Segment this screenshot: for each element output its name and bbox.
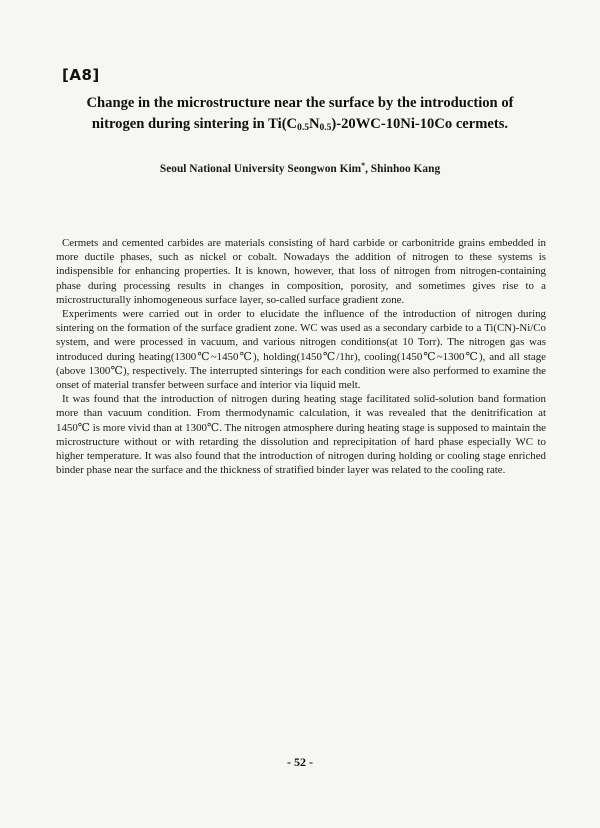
title-sub-n: 0.5 bbox=[319, 123, 332, 133]
author-line bbox=[40, 163, 560, 175]
title-line-2 bbox=[40, 114, 560, 135]
title-line-1: Change in the microstructure near the surface by the introduction of bbox=[86, 95, 514, 111]
title-line-2-post: )-20WC-10Ni-10Co cermets. bbox=[331, 116, 509, 132]
abstract-paragraph-3: It was found that the introduction of nitrogen during heating stage facilitated solid-solution band formation more than vacuum condition. From thermodynamic calculation, it was revealed that the denitrification at 1450℃ is more vivid than at 1300℃. The nitrogen atmosphere during heating stage is supposed to maintain the microstructure without or with retarding the dissolution and reprecipitation of hard phase especially WC to higher temperature. It was also found that the introduction of nitrogen during holding or cooling stage enriched binder phase near the surface and the thickness of stratified binder layer was related to the cooling rate. bbox=[56, 393, 546, 477]
author-affiliation-first: Seoul National University Seongwon Kim bbox=[159, 163, 362, 175]
section-tag: [A8] bbox=[62, 66, 100, 84]
paper-title bbox=[40, 93, 560, 135]
title-line-2-pre: nitrogen during sintering in Ti(C bbox=[91, 116, 298, 132]
abstract-body bbox=[56, 236, 546, 477]
abstract-paragraph-2: Experiments were carried out in order to elucidate the influence of the introduction of nitrogen during sintering on the formation of the surface gradient zone. WC was used as a secondary carbide to a Ti(CN)-Ni/Co system, and were processed in vacuum, and various nitrogen conditions(at 10 Torr). The nitrogen gas was introduced during heating(1300℃~1450℃), holding(1450℃/1hr), cooling(1450℃~1300℃), and all stage (above 1300℃), respectively. The interrupted sinterings for each condition were also performed to examine the onset of material transfer between surface and interior via liquid melt. bbox=[56, 308, 546, 392]
page-number: - 52 - bbox=[287, 755, 313, 769]
title-sub-c: 0.5 bbox=[297, 123, 309, 133]
abstract-paragraph-1: Cermets and cemented carbides are materials consisting of hard carbide or carbonitride grains embedded in more ductile phases, such as nickel or cobalt. Nowadays the addition of nitrogen to these systems is indispensible for enhancing properties. It is known, however, that loss of nitrogen from nitrogen-containing phase during processing results in changes in composition, porosity, and sometimes gives rise to a microstructurally inhomogeneous surface layer, so-called surface gradient zone. bbox=[56, 237, 546, 306]
author-rest: , Shinhoo Kang bbox=[365, 163, 441, 175]
title-n: N bbox=[308, 116, 320, 132]
corresponding-mark: * bbox=[361, 161, 366, 170]
